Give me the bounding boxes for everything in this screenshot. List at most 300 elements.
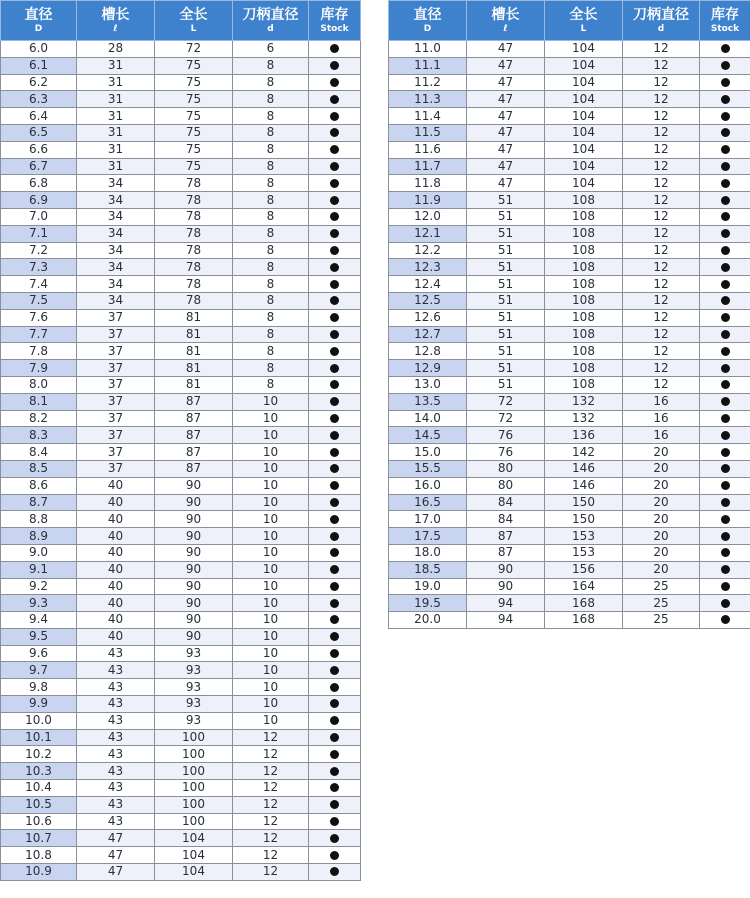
cell-overall-length: 87 bbox=[155, 427, 233, 444]
cell-overall-length: 156 bbox=[545, 561, 623, 578]
cell-stock bbox=[700, 494, 750, 511]
cell-stock bbox=[700, 292, 750, 309]
header-row bbox=[389, 1, 750, 41]
cell-diameter: 8.3 bbox=[1, 427, 77, 444]
cell-flute-length: 76 bbox=[467, 427, 545, 444]
cell-overall-length: 108 bbox=[545, 309, 623, 326]
cell-flute-length: 51 bbox=[467, 242, 545, 259]
table-row bbox=[1, 528, 361, 545]
cell-flute-length: 43 bbox=[77, 796, 155, 813]
cell-diameter: 11.8 bbox=[389, 175, 467, 192]
stock-dot-icon bbox=[721, 599, 730, 608]
table-row bbox=[389, 444, 750, 461]
cell-shank-diameter: 10 bbox=[233, 528, 309, 545]
cell-stock bbox=[700, 460, 750, 477]
cell-flute-length: 47 bbox=[467, 158, 545, 175]
table-row bbox=[389, 561, 750, 578]
cell-shank-diameter: 10 bbox=[233, 393, 309, 410]
cell-flute-length: 31 bbox=[77, 57, 155, 74]
cell-flute-length: 90 bbox=[467, 561, 545, 578]
cell-overall-length: 104 bbox=[545, 41, 623, 58]
cell-overall-length: 78 bbox=[155, 242, 233, 259]
table-row bbox=[1, 746, 361, 763]
cell-shank-diameter: 10 bbox=[233, 645, 309, 662]
header-label: 全长 bbox=[179, 6, 208, 23]
cell-shank-diameter: 20 bbox=[623, 528, 700, 545]
cell-diameter: 11.9 bbox=[389, 192, 467, 209]
cell-stock bbox=[700, 393, 750, 410]
cell-diameter: 10.5 bbox=[1, 796, 77, 813]
header-sublabel: Stock bbox=[710, 23, 740, 34]
cell-shank-diameter: 25 bbox=[623, 612, 700, 629]
cell-stock bbox=[700, 57, 750, 74]
table-row bbox=[1, 511, 361, 528]
cell-overall-length: 104 bbox=[545, 175, 623, 192]
cell-stock bbox=[309, 494, 361, 511]
stock-dot-icon bbox=[330, 699, 339, 708]
stock-dot-icon bbox=[721, 380, 730, 389]
header-stock bbox=[700, 1, 750, 41]
cell-shank-diameter: 20 bbox=[623, 494, 700, 511]
cell-overall-length: 104 bbox=[155, 847, 233, 864]
spec-table-left bbox=[0, 0, 361, 881]
stock-dot-icon bbox=[330, 750, 339, 759]
cell-flute-length: 72 bbox=[467, 393, 545, 410]
header-label: 槽长 bbox=[101, 6, 130, 23]
cell-diameter: 10.0 bbox=[1, 712, 77, 729]
stock-dot-icon bbox=[721, 330, 730, 339]
cell-overall-length: 87 bbox=[155, 393, 233, 410]
table-row bbox=[389, 393, 750, 410]
cell-stock bbox=[309, 460, 361, 477]
cell-shank-diameter: 10 bbox=[233, 477, 309, 494]
cell-diameter: 15.0 bbox=[389, 444, 467, 461]
cell-flute-length: 90 bbox=[467, 578, 545, 595]
cell-overall-length: 90 bbox=[155, 561, 233, 578]
cell-flute-length: 34 bbox=[77, 242, 155, 259]
cell-overall-length: 93 bbox=[155, 696, 233, 713]
table-row bbox=[1, 494, 361, 511]
header-stock bbox=[309, 1, 361, 41]
cell-overall-length: 90 bbox=[155, 578, 233, 595]
cell-flute-length: 51 bbox=[467, 276, 545, 293]
cell-shank-diameter: 12 bbox=[623, 343, 700, 360]
cell-shank-diameter: 12 bbox=[623, 292, 700, 309]
cell-stock bbox=[700, 561, 750, 578]
stock-dot-icon bbox=[330, 347, 339, 356]
cell-shank-diameter: 12 bbox=[233, 813, 309, 830]
cell-shank-diameter: 16 bbox=[623, 393, 700, 410]
cell-flute-length: 43 bbox=[77, 679, 155, 696]
cell-overall-length: 104 bbox=[155, 830, 233, 847]
cell-stock bbox=[700, 578, 750, 595]
cell-shank-diameter: 25 bbox=[623, 578, 700, 595]
cell-shank-diameter: 12 bbox=[623, 326, 700, 343]
cell-shank-diameter: 8 bbox=[233, 208, 309, 225]
table-row bbox=[389, 595, 750, 612]
cell-shank-diameter: 12 bbox=[623, 158, 700, 175]
cell-overall-length: 108 bbox=[545, 208, 623, 225]
spec-table-right bbox=[388, 0, 750, 629]
cell-diameter: 6.8 bbox=[1, 175, 77, 192]
cell-flute-length: 37 bbox=[77, 410, 155, 427]
cell-overall-length: 100 bbox=[155, 796, 233, 813]
cell-flute-length: 34 bbox=[77, 208, 155, 225]
cell-flute-length: 47 bbox=[77, 864, 155, 881]
table-row bbox=[1, 360, 361, 377]
cell-shank-diameter: 8 bbox=[233, 360, 309, 377]
cell-stock bbox=[700, 595, 750, 612]
header-label: 直径 bbox=[24, 6, 53, 23]
cell-flute-length: 37 bbox=[77, 326, 155, 343]
cell-diameter: 9.9 bbox=[1, 696, 77, 713]
cell-stock bbox=[700, 326, 750, 343]
table-row bbox=[389, 427, 750, 444]
cell-stock bbox=[700, 91, 750, 108]
table-row bbox=[1, 91, 361, 108]
table-row bbox=[1, 309, 361, 326]
cell-shank-diameter: 10 bbox=[233, 628, 309, 645]
cell-flute-length: 40 bbox=[77, 494, 155, 511]
cell-flute-length: 47 bbox=[77, 830, 155, 847]
stock-dot-icon bbox=[330, 683, 339, 692]
cell-shank-diameter: 10 bbox=[233, 511, 309, 528]
cell-stock bbox=[309, 628, 361, 645]
cell-stock bbox=[309, 225, 361, 242]
header-sublabel: D bbox=[34, 23, 43, 34]
cell-overall-length: 108 bbox=[545, 242, 623, 259]
cell-stock bbox=[309, 208, 361, 225]
cell-flute-length: 31 bbox=[77, 141, 155, 158]
table-row bbox=[1, 628, 361, 645]
cell-flute-length: 51 bbox=[467, 326, 545, 343]
cell-overall-length: 104 bbox=[545, 74, 623, 91]
cell-overall-length: 100 bbox=[155, 746, 233, 763]
cell-overall-length: 164 bbox=[545, 578, 623, 595]
cell-diameter: 12.0 bbox=[389, 208, 467, 225]
cell-shank-diameter: 20 bbox=[623, 477, 700, 494]
header-shank-diameter bbox=[623, 1, 700, 41]
stock-dot-icon bbox=[330, 313, 339, 322]
table-row bbox=[1, 175, 361, 192]
header-overall-length bbox=[545, 1, 623, 41]
cell-overall-length: 104 bbox=[545, 124, 623, 141]
cell-overall-length: 100 bbox=[155, 780, 233, 797]
stock-dot-icon bbox=[330, 582, 339, 591]
cell-diameter: 14.0 bbox=[389, 410, 467, 427]
table-row bbox=[1, 729, 361, 746]
cell-stock bbox=[700, 477, 750, 494]
stock-dot-icon bbox=[330, 364, 339, 373]
cell-flute-length: 80 bbox=[467, 460, 545, 477]
cell-diameter: 9.0 bbox=[1, 544, 77, 561]
cell-overall-length: 81 bbox=[155, 376, 233, 393]
cell-shank-diameter: 10 bbox=[233, 578, 309, 595]
stock-dot-icon bbox=[721, 498, 730, 507]
cell-stock bbox=[309, 813, 361, 830]
stock-dot-icon bbox=[330, 481, 339, 490]
table-row bbox=[1, 561, 361, 578]
cell-overall-length: 78 bbox=[155, 175, 233, 192]
cell-flute-length: 40 bbox=[77, 612, 155, 629]
cell-diameter: 8.0 bbox=[1, 376, 77, 393]
stock-dot-icon bbox=[721, 112, 730, 121]
stock-dot-icon bbox=[721, 481, 730, 490]
cell-stock bbox=[309, 175, 361, 192]
cell-diameter: 8.6 bbox=[1, 477, 77, 494]
header-diameter bbox=[1, 1, 77, 41]
cell-overall-length: 100 bbox=[155, 813, 233, 830]
table-row bbox=[1, 645, 361, 662]
cell-stock bbox=[700, 124, 750, 141]
cell-shank-diameter: 8 bbox=[233, 158, 309, 175]
stock-dot-icon bbox=[330, 464, 339, 473]
cell-diameter: 19.5 bbox=[389, 595, 467, 612]
header-shank-diameter bbox=[233, 1, 309, 41]
table-row bbox=[1, 444, 361, 461]
stock-dot-icon bbox=[721, 212, 730, 221]
cell-flute-length: 51 bbox=[467, 343, 545, 360]
stock-dot-icon bbox=[330, 783, 339, 792]
cell-stock bbox=[700, 376, 750, 393]
cell-diameter: 10.8 bbox=[1, 847, 77, 864]
table-row bbox=[389, 208, 750, 225]
cell-flute-length: 43 bbox=[77, 746, 155, 763]
cell-stock bbox=[309, 544, 361, 561]
cell-stock bbox=[700, 242, 750, 259]
cell-stock bbox=[700, 343, 750, 360]
cell-stock bbox=[309, 679, 361, 696]
cell-overall-length: 100 bbox=[155, 729, 233, 746]
cell-overall-length: 90 bbox=[155, 511, 233, 528]
table-row bbox=[1, 662, 361, 679]
cell-diameter: 6.2 bbox=[1, 74, 77, 91]
cell-stock bbox=[700, 528, 750, 545]
cell-stock bbox=[309, 393, 361, 410]
cell-stock bbox=[309, 309, 361, 326]
cell-diameter: 6.7 bbox=[1, 158, 77, 175]
stock-dot-icon bbox=[330, 95, 339, 104]
table-row bbox=[1, 780, 361, 797]
table-row bbox=[1, 276, 361, 293]
stock-dot-icon bbox=[330, 145, 339, 154]
cell-diameter: 11.7 bbox=[389, 158, 467, 175]
table-row bbox=[1, 292, 361, 309]
cell-shank-diameter: 12 bbox=[233, 864, 309, 881]
stock-dot-icon bbox=[721, 263, 730, 272]
stock-dot-icon bbox=[330, 532, 339, 541]
cell-stock bbox=[309, 57, 361, 74]
cell-shank-diameter: 8 bbox=[233, 309, 309, 326]
cell-diameter: 6.9 bbox=[1, 192, 77, 209]
cell-shank-diameter: 12 bbox=[623, 259, 700, 276]
cell-shank-diameter: 10 bbox=[233, 561, 309, 578]
cell-overall-length: 75 bbox=[155, 74, 233, 91]
cell-stock bbox=[309, 444, 361, 461]
cell-overall-length: 108 bbox=[545, 192, 623, 209]
header-sublabel: L bbox=[190, 23, 197, 34]
cell-flute-length: 34 bbox=[77, 192, 155, 209]
table-row bbox=[1, 57, 361, 74]
table-row bbox=[1, 595, 361, 612]
cell-overall-length: 93 bbox=[155, 679, 233, 696]
cell-diameter: 9.1 bbox=[1, 561, 77, 578]
cell-diameter: 10.2 bbox=[1, 746, 77, 763]
cell-diameter: 6.1 bbox=[1, 57, 77, 74]
cell-flute-length: 47 bbox=[467, 175, 545, 192]
cell-diameter: 8.7 bbox=[1, 494, 77, 511]
cell-stock bbox=[309, 864, 361, 881]
cell-stock bbox=[309, 343, 361, 360]
cell-diameter: 12.4 bbox=[389, 276, 467, 293]
stock-dot-icon bbox=[330, 296, 339, 305]
cell-diameter: 13.5 bbox=[389, 393, 467, 410]
stock-dot-icon bbox=[330, 397, 339, 406]
cell-flute-length: 37 bbox=[77, 376, 155, 393]
table-row bbox=[1, 393, 361, 410]
cell-overall-length: 93 bbox=[155, 712, 233, 729]
stock-dot-icon bbox=[330, 817, 339, 826]
cell-stock bbox=[309, 158, 361, 175]
cell-overall-length: 132 bbox=[545, 393, 623, 410]
cell-shank-diameter: 10 bbox=[233, 696, 309, 713]
cell-flute-length: 47 bbox=[467, 41, 545, 58]
stock-dot-icon bbox=[330, 280, 339, 289]
cell-diameter: 12.5 bbox=[389, 292, 467, 309]
cell-overall-length: 78 bbox=[155, 208, 233, 225]
cell-shank-diameter: 8 bbox=[233, 175, 309, 192]
stock-dot-icon bbox=[330, 78, 339, 87]
cell-diameter: 9.3 bbox=[1, 595, 77, 612]
cell-shank-diameter: 20 bbox=[623, 444, 700, 461]
header-row bbox=[1, 1, 361, 41]
table-row bbox=[1, 864, 361, 881]
stock-dot-icon bbox=[330, 246, 339, 255]
cell-diameter: 12.1 bbox=[389, 225, 467, 242]
cell-flute-length: 40 bbox=[77, 628, 155, 645]
cell-shank-diameter: 12 bbox=[623, 57, 700, 74]
stock-dot-icon bbox=[721, 145, 730, 154]
cell-flute-length: 47 bbox=[467, 108, 545, 125]
cell-shank-diameter: 12 bbox=[233, 780, 309, 797]
cell-flute-length: 40 bbox=[77, 544, 155, 561]
table-row bbox=[389, 175, 750, 192]
cell-stock bbox=[700, 225, 750, 242]
cell-overall-length: 168 bbox=[545, 612, 623, 629]
table-row bbox=[389, 360, 750, 377]
cell-overall-length: 78 bbox=[155, 259, 233, 276]
stock-dot-icon bbox=[721, 78, 730, 87]
stock-dot-icon bbox=[330, 448, 339, 457]
header-label: 库存 bbox=[711, 6, 739, 23]
cell-shank-diameter: 8 bbox=[233, 74, 309, 91]
table-row bbox=[1, 477, 361, 494]
header-sublabel: d bbox=[657, 23, 665, 34]
cell-overall-length: 78 bbox=[155, 292, 233, 309]
cell-diameter: 9.5 bbox=[1, 628, 77, 645]
cell-overall-length: 75 bbox=[155, 124, 233, 141]
cell-stock bbox=[700, 511, 750, 528]
cell-shank-diameter: 20 bbox=[623, 544, 700, 561]
cell-shank-diameter: 8 bbox=[233, 192, 309, 209]
cell-shank-diameter: 25 bbox=[623, 595, 700, 612]
cell-overall-length: 150 bbox=[545, 511, 623, 528]
stock-dot-icon bbox=[721, 44, 730, 53]
cell-diameter: 7.7 bbox=[1, 326, 77, 343]
stock-dot-icon bbox=[721, 179, 730, 188]
cell-overall-length: 90 bbox=[155, 612, 233, 629]
stock-dot-icon bbox=[330, 229, 339, 238]
stock-dot-icon bbox=[330, 128, 339, 137]
table-row bbox=[389, 74, 750, 91]
cell-overall-length: 108 bbox=[545, 326, 623, 343]
cell-flute-length: 31 bbox=[77, 108, 155, 125]
stock-dot-icon bbox=[721, 448, 730, 457]
table-row bbox=[389, 460, 750, 477]
stock-dot-icon bbox=[721, 162, 730, 171]
stock-dot-icon bbox=[330, 733, 339, 742]
stock-dot-icon bbox=[330, 330, 339, 339]
cell-overall-length: 146 bbox=[545, 477, 623, 494]
cell-flute-length: 43 bbox=[77, 763, 155, 780]
cell-shank-diameter: 12 bbox=[623, 376, 700, 393]
stock-dot-icon bbox=[330, 615, 339, 624]
table-row bbox=[389, 141, 750, 158]
cell-shank-diameter: 20 bbox=[623, 511, 700, 528]
cell-shank-diameter: 12 bbox=[623, 225, 700, 242]
cell-diameter: 8.2 bbox=[1, 410, 77, 427]
cell-stock bbox=[700, 360, 750, 377]
stock-dot-icon bbox=[721, 347, 730, 356]
stock-dot-icon bbox=[330, 196, 339, 205]
stock-dot-icon bbox=[330, 834, 339, 843]
cell-overall-length: 150 bbox=[545, 494, 623, 511]
cell-diameter: 8.5 bbox=[1, 460, 77, 477]
cell-overall-length: 90 bbox=[155, 628, 233, 645]
cell-overall-length: 93 bbox=[155, 662, 233, 679]
cell-flute-length: 40 bbox=[77, 595, 155, 612]
cell-stock bbox=[309, 645, 361, 662]
header-overall-length bbox=[155, 1, 233, 41]
cell-overall-length: 93 bbox=[155, 645, 233, 662]
stock-dot-icon bbox=[721, 397, 730, 406]
cell-flute-length: 43 bbox=[77, 696, 155, 713]
table-row bbox=[1, 158, 361, 175]
cell-stock bbox=[309, 746, 361, 763]
cell-stock bbox=[309, 528, 361, 545]
cell-overall-length: 87 bbox=[155, 410, 233, 427]
stock-dot-icon bbox=[330, 212, 339, 221]
stock-dot-icon bbox=[330, 599, 339, 608]
cell-shank-diameter: 12 bbox=[623, 74, 700, 91]
cell-diameter: 9.4 bbox=[1, 612, 77, 629]
table-row bbox=[389, 276, 750, 293]
cell-flute-length: 87 bbox=[467, 528, 545, 545]
cell-diameter: 8.8 bbox=[1, 511, 77, 528]
cell-flute-length: 51 bbox=[467, 259, 545, 276]
stock-dot-icon bbox=[721, 95, 730, 104]
cell-stock bbox=[700, 544, 750, 561]
cell-shank-diameter: 20 bbox=[623, 561, 700, 578]
cell-flute-length: 47 bbox=[467, 74, 545, 91]
cell-shank-diameter: 20 bbox=[623, 460, 700, 477]
table-row bbox=[389, 108, 750, 125]
cell-overall-length: 72 bbox=[155, 41, 233, 58]
cell-diameter: 11.1 bbox=[389, 57, 467, 74]
table-row bbox=[389, 343, 750, 360]
header-flute-length bbox=[467, 1, 545, 41]
table-body bbox=[1, 41, 361, 881]
